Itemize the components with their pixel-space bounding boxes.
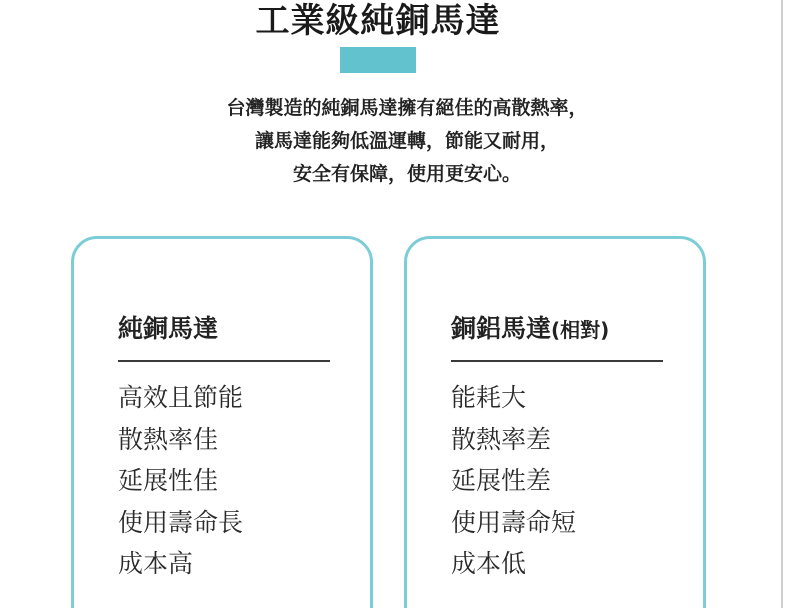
feature-list — [118, 377, 243, 585]
intro-line: 安全有保障，使用更安心。 — [292, 163, 521, 185]
list-item: 使用壽命短 — [451, 507, 577, 537]
intro-paragraph — [0, 92, 787, 191]
title-accent-bar — [340, 47, 416, 73]
list-item: 延展性差 — [451, 466, 552, 495]
intro-line: 讓馬達能夠低溫運轉，節能又耐用， — [254, 130, 559, 152]
card-title-text: 銅鋁馬達 — [451, 314, 552, 343]
list-item: 成本低 — [451, 549, 527, 578]
list-item: 成本高 — [118, 549, 194, 578]
card-title-suffix: (相對) — [551, 318, 610, 342]
list-item: 高效且節能 — [118, 383, 244, 412]
card-divider — [118, 360, 330, 362]
card-title — [118, 313, 218, 345]
list-item: 延展性佳 — [118, 466, 219, 495]
pure-copper-motor-card — [71, 236, 373, 608]
list-item: 能耗大 — [451, 383, 527, 412]
card-title — [451, 313, 609, 346]
intro-line: 台灣製造的純銅馬達擁有絕佳的高散熱率， — [226, 97, 588, 119]
list-item: 散熱率差 — [451, 424, 552, 454]
page-title: 工業級純銅馬達 — [255, 1, 501, 41]
list-item: 散熱率佳 — [118, 424, 219, 454]
copper-aluminum-motor-card — [404, 236, 706, 608]
card-divider — [451, 360, 663, 362]
feature-list — [451, 377, 576, 585]
list-item: 使用壽命長 — [118, 507, 244, 537]
card-title-text: 純銅馬達 — [118, 314, 219, 343]
